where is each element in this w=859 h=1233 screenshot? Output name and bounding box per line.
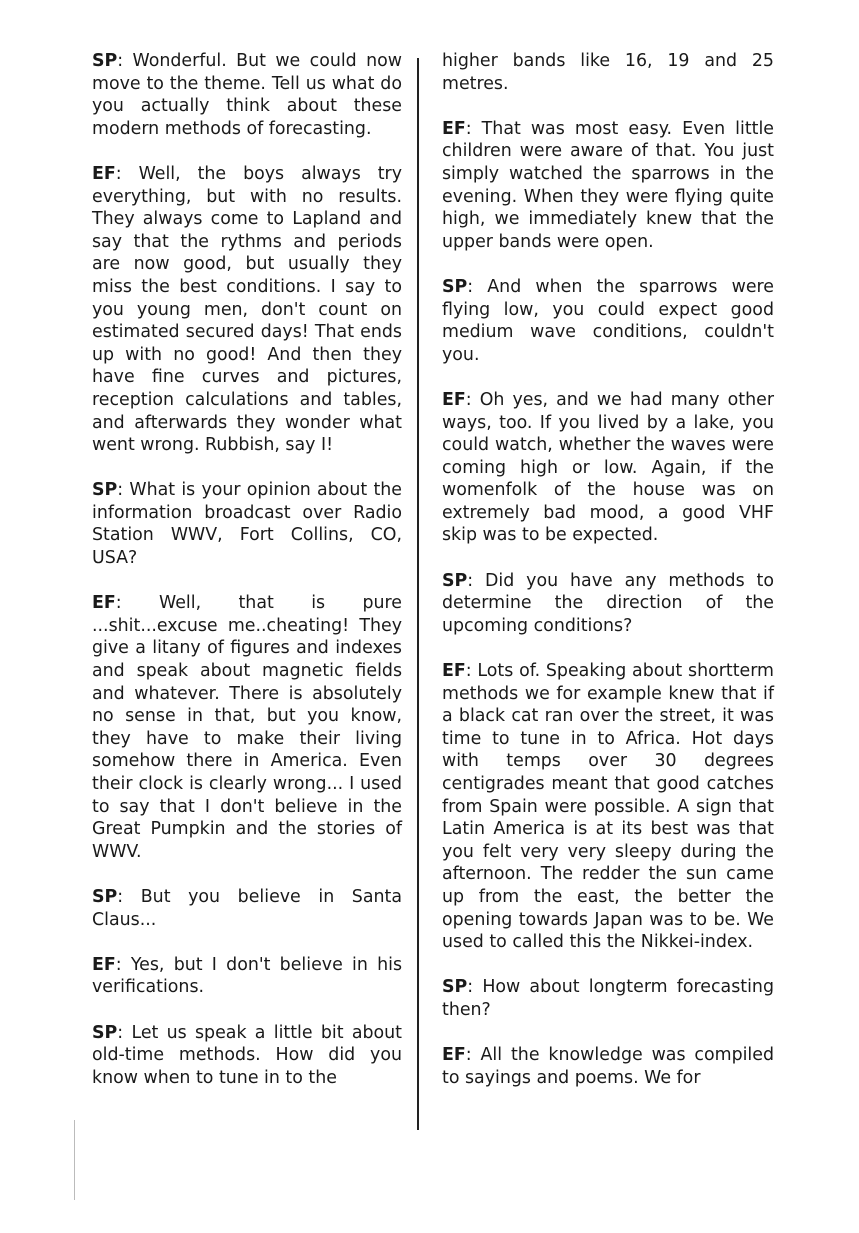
speaker-label: EF xyxy=(92,593,116,614)
scan-edge-mark xyxy=(74,1120,75,1200)
dialogue-text: Oh yes, and we had many other ways, too. If you lived by a lake, you could watch, whether the waves were coming high or low. Again, if the womenfolk of the house was on extremely bad mood, a good VHF skip was to be expected. xyxy=(442,389,775,546)
speaker-label: SP xyxy=(92,51,118,71)
continued-paragraph xyxy=(442,50,774,95)
speaker-label: EF xyxy=(442,118,466,139)
speaker-label: EF xyxy=(442,389,466,410)
speaker-label: SP xyxy=(442,276,468,297)
speaker-label: SP xyxy=(92,1022,118,1043)
dialogue-text: What is your opinion about the information broadcast over Radio Station WWV, Fort Collins, CO, USA? xyxy=(92,480,403,569)
speaker-label: EF xyxy=(92,954,116,975)
speaker-label: EF xyxy=(442,661,466,682)
dialogue-paragraph: SP: And when the sparrows were flying low, you could expect good medium wave conditions, couldn't you. xyxy=(442,276,774,365)
dialogue-paragraph: EF: Well, that is pure ...shit...excuse me..cheating! They give a litany of figures and indexes and speak about magnetic fields and whatever. There is absolutely no sense in that, but you know, they have to make their living somehow there in America. Even their clock is clearly wrong... I used to say that I don't believe in the Great Pumpkin and the stories of WWV. xyxy=(92,593,403,862)
dialogue-text: That was most easy. Even little children were aware of that. You just simply watched the sparrows in the evening. When they were flying quite high, we immediately knew that the upper bands were open. xyxy=(442,118,774,252)
dialogue-paragraph: SP: How about longterm forecasting then? xyxy=(442,977,774,1020)
dialogue-paragraph: SP: Let us speak a little bit about old-time methods. How did you know when to tune in to the xyxy=(92,1022,402,1088)
dialogue-text: higher bands like 16, 19 and 25 metres. xyxy=(442,51,774,94)
dialogue-paragraph: EF: Yes, but I don't believe in his verifications. xyxy=(92,954,403,998)
dialogue-paragraph: SP: Did you have any methods to determine the direction of the upcoming conditions? xyxy=(442,570,774,636)
dialogue-text: All the knowledge was compiled to sayings and poems. We for xyxy=(442,1045,775,1088)
dialogue-text: Well, that is pure ...shit...excuse me..cheating! They give a litany of figures and indexes and speak about magnetic fields and whatever. There is absolutely no sense in that, but you know, they have to make their living somehow there in America. Even their clock is clearly wrong... I used to say that I don't believe in the Great Pumpkin and the stories of WWV. xyxy=(92,593,403,862)
dialogue-paragraph: SP: What is your opinion about the information broadcast over Radio Station WWV, Fort Collins, CO, USA? xyxy=(92,480,403,569)
dialogue-text: Wonderful. But we could now move to the theme. Tell us what do you actually think about these modern methods of forecasting. xyxy=(92,51,402,139)
dialogue-paragraph: EF: That was most easy. Even little children were aware of that. You just simply watched the sparrows in the evening. When they were flying quite high, we immediately knew that the upper bands were open. xyxy=(442,118,774,252)
speaker-label: SP xyxy=(442,570,468,591)
speaker-label: SP xyxy=(442,977,468,998)
dialogue-text: Did you have any methods to determine the direction of the upcoming conditions? xyxy=(442,570,774,636)
dialogue-paragraph: SP: But you believe in Santa Claus... xyxy=(92,886,403,930)
speaker-label: SP xyxy=(92,886,118,907)
dialogue-paragraph: EF: Lots of. Speaking about shortterm methods we for example knew that if a black cat ran over the street, it was time to tune in to Africa. Hot days with temps over 30 degrees centigrades meant that good catches from Spain were possible. A sign that Latin America is at its best was that you felt very very sleepy during the afternoon. The redder the sun came up from the east, the better the opening towards Japan was to be. We used to called this the Nikkei-index. xyxy=(442,661,774,953)
dialogue-text: Lots of. Speaking about shortterm methods we for example knew that if a black cat ran over the street, it was time to tune in to Africa. Hot days with temps over 30 degrees centigrades meant that good catches from Spain were possible. A sign that Latin America is at its best was that you felt very very sleepy during the afternoon. The redder the sun came up from the east, the better the opening towards Japan was to be. We used to called this the Nikkei-index. xyxy=(442,661,774,953)
right-column xyxy=(442,50,774,1112)
speaker-label: SP xyxy=(92,480,118,501)
dialogue-paragraph: EF: Well, the boys always try everything, but with no results. They always come to Lapland and say that the rythms and periods are now good, but usually they miss the best conditions. I say to you young men, don't count on estimated secured days! That ends up with no good! And then they have fine curves and pictures, reception calculations and tables, and afterwards they wonder what went wrong. Rubbish, say I! xyxy=(92,163,402,456)
speaker-label: EF xyxy=(442,1045,466,1066)
dialogue-text: Let us speak a little bit about old-time methods. How did you know when to tune in to the xyxy=(92,1022,402,1088)
column-divider xyxy=(417,58,419,1130)
dialogue-text: How about longterm forecasting then? xyxy=(442,977,774,1020)
left-column xyxy=(92,50,402,1112)
dialogue-text: And when the sparrows were flying low, you could expect good medium wave conditions, couldn't you. xyxy=(442,276,774,365)
dialogue-text: Yes, but I don't believe in his verifications. xyxy=(92,954,403,998)
dialogue-paragraph: EF: All the knowledge was compiled to sayings and poems. We for xyxy=(442,1045,775,1088)
dialogue-text: Well, the boys always try everything, but with no results. They always come to Lapland and say that the rythms and periods are now good, but usually they miss the best conditions. I say to you young men, don't count on estimated secured days! That ends up with no good! And then they have fine curves and pictures, reception calculations and tables, and afterwards they wonder what went wrong. Rubbish, say I! xyxy=(92,163,402,456)
dialogue-paragraph: SP: Wonderful. But we could now move to the theme. Tell us what do you actually think about these modern methods of forecasting. xyxy=(92,51,402,139)
speaker-label: EF xyxy=(92,163,116,184)
dialogue-text: But you believe in Santa Claus... xyxy=(92,886,403,930)
dialogue-paragraph: EF: Oh yes, and we had many other ways, too. If you lived by a lake, you could watch, whether the waves were coming high or low. Again, if the womenfolk of the house was on extremely bad mood, a good VHF skip was to be expected. xyxy=(442,389,775,546)
